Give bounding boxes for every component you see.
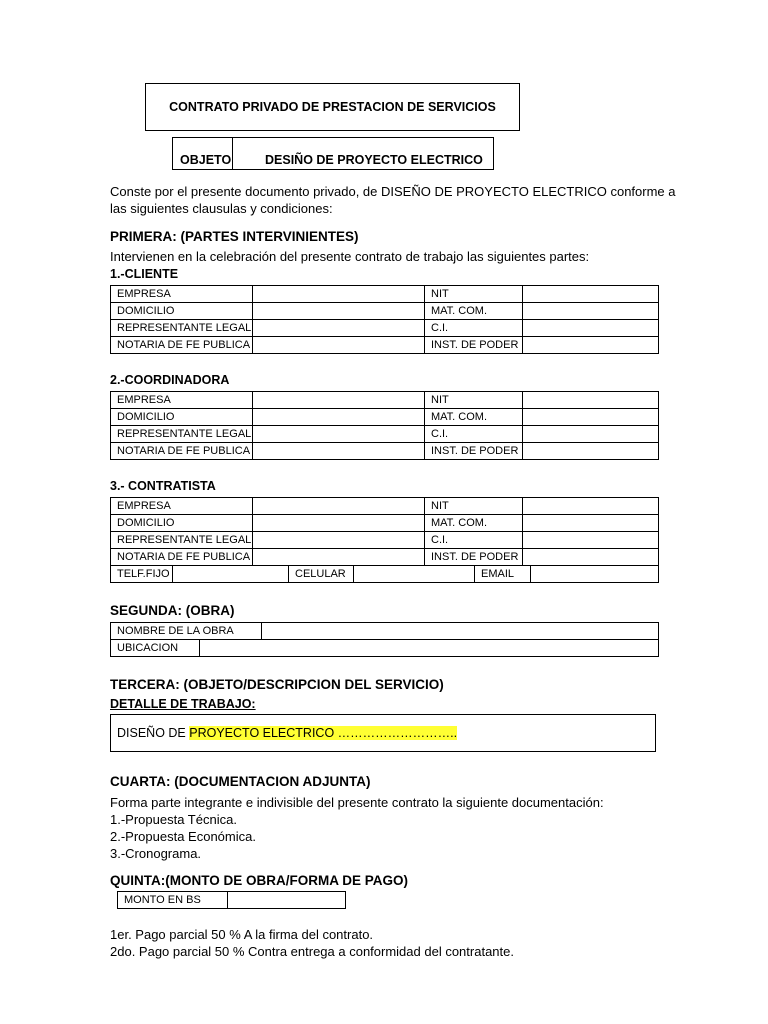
field-value[interactable] — [523, 286, 659, 303]
table-row — [111, 320, 659, 337]
field-label: MAT. COM. — [425, 515, 523, 532]
field-label: INST. DE PODER — [425, 337, 523, 354]
cuarta-heading: CUARTA: (DOCUMENTACION ADJUNTA) — [110, 774, 371, 789]
table-row — [111, 409, 659, 426]
field-value[interactable] — [253, 549, 425, 566]
contratista-title: 3.- CONTRATISTA — [110, 479, 216, 493]
field-label: DOMICILIO — [111, 515, 253, 532]
obra-ubicacion-label: UBICACION — [111, 640, 200, 657]
monto-label: MONTO EN BS — [118, 892, 228, 909]
obra-nombre-label: NOMBRE DE LA OBRA — [111, 623, 262, 640]
field-label: C.I. — [425, 426, 523, 443]
field-label: C.I. — [425, 320, 523, 337]
field-value[interactable] — [523, 320, 659, 337]
list-item: 1.-Propuesta Técnica. — [110, 812, 237, 827]
cuarta-list — [110, 794, 604, 862]
field-value[interactable] — [523, 426, 659, 443]
field-value[interactable] — [523, 515, 659, 532]
field-value[interactable] — [523, 549, 659, 566]
field-value[interactable] — [523, 443, 659, 460]
field-value[interactable] — [253, 498, 425, 515]
pago-2: 2do. Pago parcial 50 % Contra entrega a conformidad del contratante. — [110, 944, 514, 959]
celular-value[interactable] — [354, 566, 475, 583]
table-row — [118, 892, 346, 909]
field-value[interactable] — [523, 303, 659, 320]
obra-table-ubicacion — [110, 639, 659, 657]
quinta-heading: QUINTA:(MONTO DE OBRA/FORMA DE PAGO) — [110, 873, 408, 888]
obra-nombre-value[interactable] — [262, 623, 659, 640]
field-label: EMPRESA — [111, 498, 253, 515]
monto-value[interactable] — [228, 892, 346, 909]
detalle-highlight: PROYECTO ELECTRICO ……………………….. — [189, 726, 458, 740]
obra-table-nombre — [110, 622, 659, 640]
coordinadora-table — [110, 391, 659, 460]
table-row — [111, 623, 659, 640]
email-value[interactable] — [531, 566, 659, 583]
primera-heading: PRIMERA: (PARTES INTERVINIENTES) — [110, 229, 359, 244]
field-label: C.I. — [425, 532, 523, 549]
celular-label: CELULAR — [289, 566, 354, 583]
field-label: INST. DE PODER — [425, 549, 523, 566]
intro-line-1: Conste por el presente documento privado, de DISEÑO DE PROYECTO ELECTRICO conforme a — [110, 184, 676, 199]
objeto-box — [172, 137, 494, 170]
table-row — [111, 566, 659, 583]
field-label: MAT. COM. — [425, 409, 523, 426]
coordinadora-title: 2.-COORDINADORA — [110, 373, 230, 387]
field-label: DOMICILIO — [111, 409, 253, 426]
field-label: MAT. COM. — [425, 303, 523, 320]
segunda-heading: SEGUNDA: (OBRA) — [110, 603, 235, 618]
table-row — [111, 443, 659, 460]
list-item: 2.-Propuesta Económica. — [110, 829, 256, 844]
intro-line-2: las siguientes clausulas y condiciones: — [110, 201, 333, 216]
field-value[interactable] — [253, 303, 425, 320]
contract-title: CONTRATO PRIVADO DE PRESTACION DE SERVICIOS — [169, 100, 496, 114]
field-label: NOTARIA DE FE PUBLICA — [111, 337, 253, 354]
field-value[interactable] — [523, 409, 659, 426]
detalle-prefix: DISEÑO DE — [117, 726, 190, 740]
field-value[interactable] — [253, 409, 425, 426]
detalle-title: DETALLE DE TRABAJO: — [110, 697, 256, 711]
monto-table — [117, 891, 346, 909]
cuarta-text: Forma parte integrante e indivisible del presente contrato la siguiente documentación: — [110, 795, 604, 810]
field-label: REPRESENTANTE LEGAL — [111, 426, 253, 443]
list-item: 3.-Cronograma. — [110, 846, 202, 861]
table-row — [111, 640, 659, 657]
cliente-title: 1.-CLIENTE — [110, 267, 179, 281]
field-label: NOTARIA DE FE PUBLICA — [111, 549, 253, 566]
table-row — [111, 426, 659, 443]
table-row — [111, 286, 659, 303]
field-label: EMPRESA — [111, 392, 253, 409]
objeto-label: OBJETO — [173, 138, 233, 169]
telf-label: TELF.FIJO — [111, 566, 173, 583]
field-value[interactable] — [253, 426, 425, 443]
field-label: NIT — [425, 286, 523, 303]
field-value[interactable] — [523, 498, 659, 515]
telf-value[interactable] — [173, 566, 289, 583]
field-label: EMPRESA — [111, 286, 253, 303]
field-value[interactable] — [253, 337, 425, 354]
table-row — [111, 549, 659, 566]
table-row — [111, 532, 659, 549]
pagos-list — [110, 926, 514, 960]
field-label: NIT — [425, 392, 523, 409]
tercera-heading: TERCERA: (OBJETO/DESCRIPCION DEL SERVICIO) — [110, 677, 444, 692]
field-label: NOTARIA DE FE PUBLICA — [111, 443, 253, 460]
email-label: EMAIL — [475, 566, 531, 583]
field-label: REPRESENTANTE LEGAL — [111, 532, 253, 549]
field-label: NIT — [425, 498, 523, 515]
field-label: REPRESENTANTE LEGAL — [111, 320, 253, 337]
primera-text: Intervienen en la celebración del presente contrato de trabajo las siguientes partes: — [110, 249, 590, 264]
field-value[interactable] — [253, 286, 425, 303]
field-value[interactable] — [523, 337, 659, 354]
table-row — [111, 515, 659, 532]
field-value[interactable] — [253, 532, 425, 549]
contratista-contact-table — [110, 565, 659, 583]
field-label: DOMICILIO — [111, 303, 253, 320]
detalle-box — [110, 714, 656, 752]
table-row — [111, 337, 659, 354]
table-row — [111, 303, 659, 320]
pago-1: 1er. Pago parcial 50 % A la firma del contrato. — [110, 927, 374, 942]
field-value[interactable] — [253, 392, 425, 409]
obra-ubicacion-value[interactable] — [200, 640, 659, 657]
table-row — [111, 392, 659, 409]
field-label: INST. DE PODER — [425, 443, 523, 460]
cliente-table — [110, 285, 659, 354]
field-value[interactable] — [523, 392, 659, 409]
contratista-table — [110, 497, 659, 566]
field-value[interactable] — [523, 532, 659, 549]
contract-title-box — [145, 83, 520, 131]
field-value[interactable] — [253, 515, 425, 532]
field-value[interactable] — [253, 443, 425, 460]
table-row — [111, 498, 659, 515]
field-value[interactable] — [253, 320, 425, 337]
intro-paragraph — [110, 183, 676, 217]
objeto-value: DESIÑO DE PROYECTO ELECTRICO — [265, 153, 483, 167]
